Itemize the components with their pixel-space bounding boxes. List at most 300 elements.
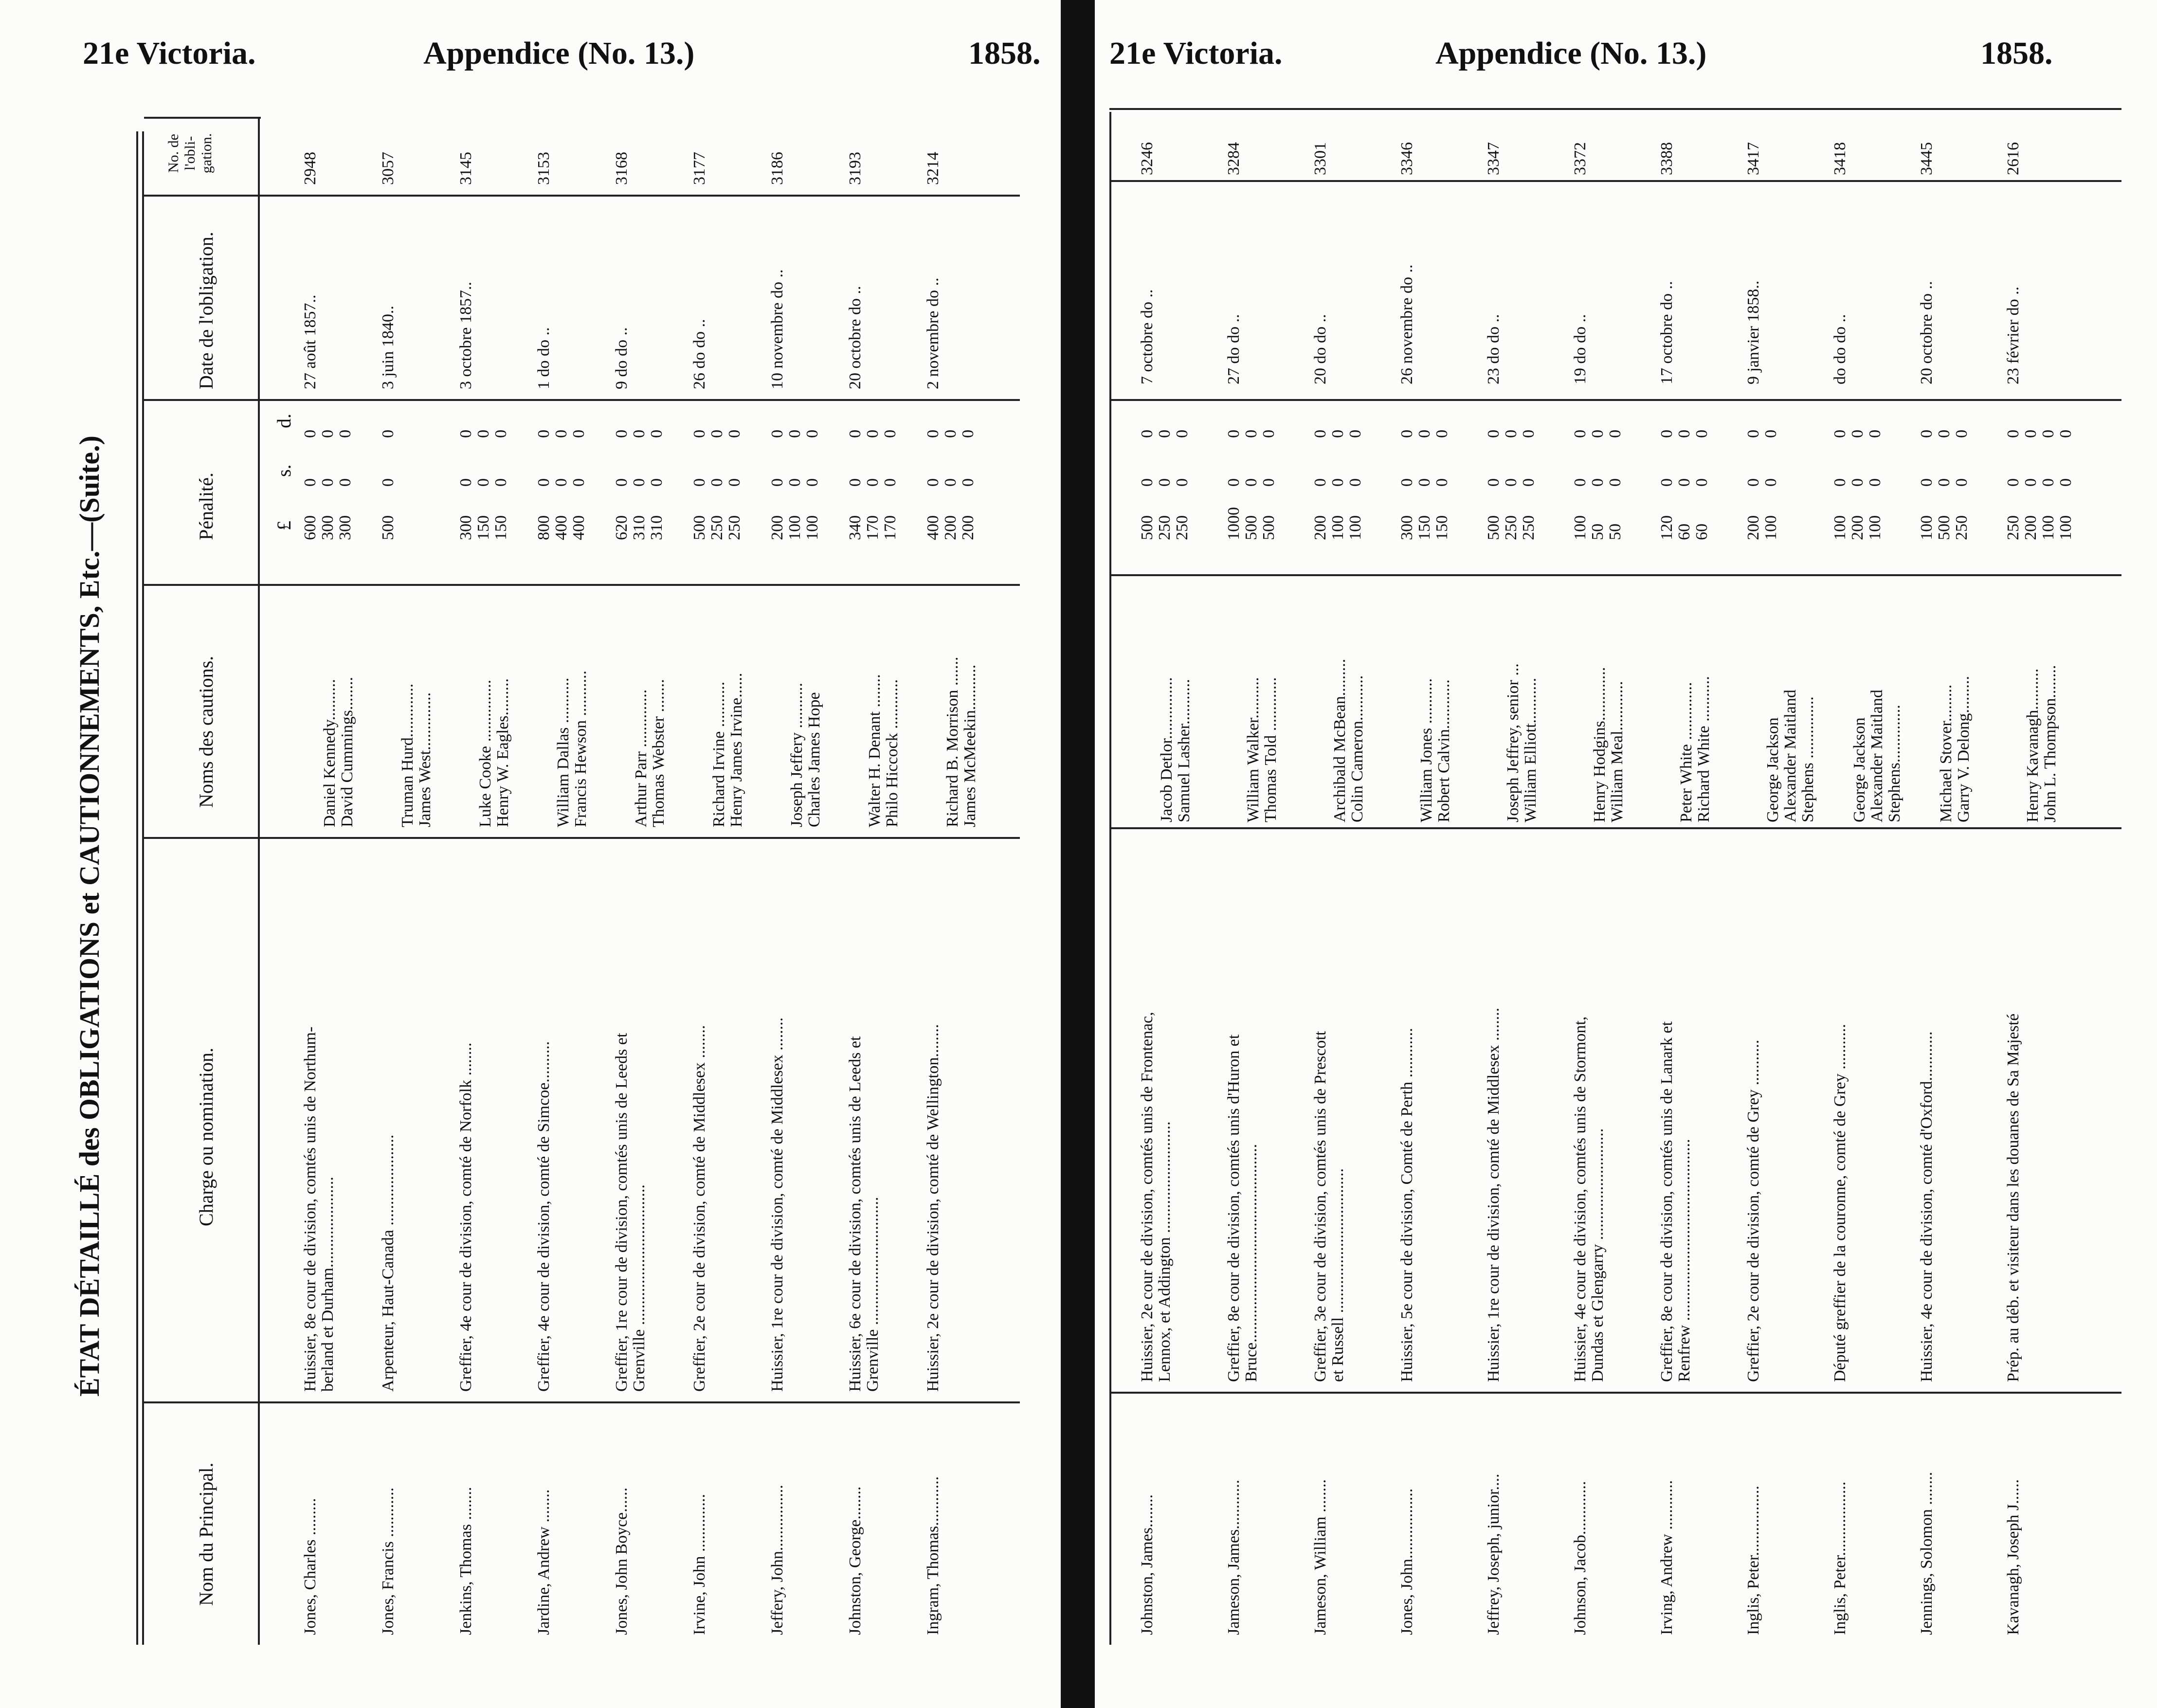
penalty-pounds: 300 — [1398, 515, 1416, 540]
penalty-pounds: 200 — [1849, 515, 1867, 540]
penalty-pence: 0 — [1762, 430, 1780, 438]
penalty-shillings: 0 — [881, 478, 899, 487]
principal-name: Jones, Francis ............ — [379, 1487, 397, 1635]
penalty-pounds: 250 — [1953, 515, 1971, 540]
penalty-pence: 0 — [1606, 430, 1624, 438]
obligation-date: 20 octobre do .. — [846, 286, 864, 389]
charge-line: Grenville ............................... — [864, 1197, 882, 1392]
caution-name: Henry Hodgins............. — [1591, 667, 1609, 822]
header-center: Appendice (No. 13.) — [423, 36, 695, 71]
penalty-pence: 0 — [1658, 430, 1676, 438]
penalty-pence: 0 — [1260, 430, 1278, 438]
penalty-pence: 0 — [1485, 430, 1503, 438]
header-left: 21e Victoria. — [1109, 36, 1283, 71]
principal-name: Johnston, James........ — [1138, 1494, 1156, 1635]
penalty-pence: 0 — [613, 430, 631, 438]
obligation-number: 3372 — [1571, 142, 1589, 175]
penalty-pence: 0 — [1675, 430, 1693, 438]
penalty-pounds: 300 — [457, 515, 475, 540]
penalty-shillings: 0 — [1398, 478, 1416, 487]
penalty-shillings: 0 — [1225, 478, 1243, 487]
penalty-pence: 0 — [1520, 430, 1538, 438]
penalty-pence: 0 — [1866, 430, 1884, 438]
penalty-shillings: 0 — [1329, 478, 1347, 487]
penalty-shillings: 0 — [1831, 478, 1849, 487]
caution-name: Daniel Kennedy.......... — [321, 679, 339, 827]
penalty-shillings: 0 — [1762, 478, 1780, 487]
penalty-shillings: 0 — [1173, 478, 1191, 487]
caution-name: Thomas Webster ........ — [650, 679, 668, 827]
penalty-pence: 0 — [881, 430, 899, 438]
penalty-pence: 0 — [1225, 430, 1243, 438]
penalty-pence: 0 — [1744, 430, 1762, 438]
penalty-pence: 0 — [301, 430, 319, 438]
obligation-date: 3 juin 1840.. — [379, 306, 397, 389]
penalty-pounds: 100 — [1329, 515, 1347, 540]
penalty-pounds: 500 — [1242, 515, 1260, 540]
penalty-pence: 0 — [1849, 430, 1867, 438]
penalty-pence: 0 — [319, 430, 337, 438]
penalty-pounds: 150 — [1433, 515, 1451, 540]
penalty-pounds: 100 — [786, 515, 804, 540]
obligation-date: 10 novembre do .. — [768, 269, 786, 389]
col-divider-charge — [1109, 827, 2121, 829]
colhead-no: No. de l'obli- gation. — [165, 133, 215, 174]
penalty-pence: 0 — [1156, 430, 1174, 438]
caution-name: George Jackson — [1764, 717, 1782, 822]
charge-line: Député greffier de la couronne, comté de Grey ........... — [1831, 1024, 1849, 1382]
obligation-date: 20 octobre do .. — [1918, 281, 1936, 384]
penalty-shillings: 0 — [1744, 478, 1762, 487]
obligation-date: 19 do do .. — [1571, 314, 1589, 384]
penalty-pence: 0 — [2022, 430, 2040, 438]
obligation-number: 3193 — [846, 152, 864, 185]
colhead-shilling: s. — [273, 464, 295, 477]
caution-name: James McMeekin........... — [961, 664, 979, 827]
penalty-pounds: 400 — [552, 515, 570, 540]
caution-name: Joseph Jeffrey, senior ... — [1504, 663, 1522, 822]
penalty-pounds: 310 — [630, 515, 648, 540]
penalty-pence: 0 — [2039, 430, 2057, 438]
charge-line: et Russell ................................... — [1329, 1168, 1347, 1382]
penalty-pounds: 60 — [1675, 524, 1693, 540]
caution-name: David Cummings........ — [338, 677, 356, 827]
obligation-number: 3346 — [1398, 142, 1416, 175]
penalty-pence: 0 — [1953, 430, 1971, 438]
principal-name: Jones, Charles ......... — [301, 1498, 319, 1635]
caution-name: Joseph Jeffery ........... — [788, 683, 806, 827]
penalty-shillings: 0 — [2022, 478, 2040, 487]
penalty-shillings: 0 — [570, 478, 588, 487]
obligation-number: 3145 — [457, 152, 475, 185]
charge-line: Prép. au déb. et visiteur dans les douanes de Sa Majesté — [2004, 1013, 2022, 1382]
penalty-pounds: 200 — [768, 515, 786, 540]
colhead-pound: £ — [273, 521, 295, 530]
principal-name: Inglis, Peter................. — [1744, 1486, 1762, 1635]
penalty-shillings: 0 — [725, 478, 743, 487]
caution-name: Michael Stover......... — [1937, 684, 1955, 822]
caution-name: Charles James Hope — [805, 692, 823, 827]
penalty-pence: 0 — [1571, 430, 1589, 438]
obligation-date: 7 octobre do .. — [1138, 289, 1156, 384]
caution-name: Stephens.............. — [1885, 705, 1903, 822]
obligation-number: 3417 — [1744, 142, 1762, 175]
header-year: 1858. — [1980, 36, 2053, 71]
charge-line: Arpenteur, Haut-Canada ...................... — [379, 1134, 397, 1392]
penalty-pence: 0 — [959, 430, 977, 438]
header-left: 21e Victoria. — [83, 36, 256, 71]
penalty-shillings: 0 — [336, 478, 354, 487]
penalty-pence: 0 — [1693, 430, 1711, 438]
penalty-pounds: 100 — [1346, 515, 1364, 540]
penalty-pence: 0 — [1398, 430, 1416, 438]
obligation-number: 3301 — [1311, 142, 1329, 175]
caution-name: Henry Kavanagh.......... — [2024, 668, 2042, 822]
col-divider-charge — [144, 837, 1020, 839]
caution-name: Richard B. Morrison ....... — [943, 656, 961, 827]
penalty-pence: 0 — [846, 430, 864, 438]
obligation-date: 3 octobre 1857.. — [457, 282, 475, 389]
obligation-date: 26 novembre do .. — [1398, 264, 1416, 384]
penalty-pence: 0 — [1346, 430, 1364, 438]
caution-name: Henry W. Eagles......... — [494, 678, 512, 827]
penalty-pence: 0 — [864, 430, 882, 438]
penalty-shillings: 0 — [2057, 478, 2075, 487]
penalty-shillings: 0 — [319, 478, 337, 487]
caution-name: Peter White .............. — [1677, 682, 1695, 822]
penalty-pounds: 500 — [1485, 515, 1503, 540]
charge-line: Dundas et Glengarry ........................... — [1589, 1128, 1607, 1382]
penalty-shillings: 0 — [1311, 478, 1329, 487]
penalty-shillings: 0 — [1571, 478, 1589, 487]
penalty-pounds: 1000 — [1225, 507, 1243, 540]
penalty-shillings: 0 — [457, 478, 475, 487]
penalty-pence: 0 — [1502, 430, 1520, 438]
penalty-pounds: 250 — [2004, 515, 2022, 540]
penalty-pounds: 100 — [1762, 515, 1780, 540]
penalty-pence: 0 — [690, 430, 708, 438]
penalty-shillings: 0 — [803, 478, 821, 487]
penalty-shillings: 0 — [552, 478, 570, 487]
penalty-pounds: 500 — [379, 515, 397, 540]
penalty-shillings: 0 — [1849, 478, 1867, 487]
penalty-shillings: 0 — [786, 478, 804, 487]
principal-name: Jeffery, John................ — [768, 1485, 786, 1635]
penalty-shillings: 0 — [1953, 478, 1971, 487]
caution-name: Francis Hewson ........... — [572, 670, 590, 827]
penalty-shillings: 0 — [942, 478, 960, 487]
penalty-pence: 0 — [786, 430, 804, 438]
caution-name: Garry V. Delong......... — [1955, 676, 1973, 822]
caution-name: Arthur Parr .............. — [632, 689, 650, 827]
penalty-pounds: 400 — [570, 515, 588, 540]
penalty-pounds: 170 — [881, 515, 899, 540]
obligation-number: 3347 — [1485, 142, 1503, 175]
charge-line: berland et Durham...................... — [319, 1177, 337, 1392]
caution-name: Luke Cooke ............... — [476, 679, 494, 827]
penalty-pence: 0 — [1311, 430, 1329, 438]
penalty-pence: 0 — [942, 430, 960, 438]
caution-name: Colin Cameron........... — [1348, 675, 1366, 822]
charge-line: Greffier, 8e cour de division, comtés unis d'Huron et — [1225, 1034, 1243, 1382]
obligation-date: 27 do do .. — [1225, 314, 1243, 384]
caution-name: William Elliott........... — [1522, 677, 1540, 822]
col-divider-principal — [144, 1401, 1020, 1403]
penalty-pence: 0 — [492, 430, 510, 438]
penalty-pence: 0 — [1138, 430, 1156, 438]
penalty-pence: 0 — [725, 430, 743, 438]
penalty-pence: 0 — [336, 430, 354, 438]
charge-line: Huissier, 8e cour de division, comtés unis de Northum- — [301, 1026, 319, 1392]
caution-name: John L. Thompson........ — [2041, 665, 2059, 822]
penalty-pounds: 100 — [1571, 515, 1589, 540]
charge-line: Huissier, 4e cour de division, comtés unis de Stormont, — [1571, 1016, 1589, 1382]
obligation-date: 26 do do .. — [690, 319, 708, 389]
penalty-shillings: 0 — [2004, 478, 2022, 487]
penalty-pounds: 50 — [1589, 524, 1607, 540]
penalty-shillings: 0 — [1918, 478, 1936, 487]
colhead-principal: Nom du Principal. — [195, 1462, 217, 1606]
penalty-pence: 0 — [768, 430, 786, 438]
penalty-pence: 0 — [552, 430, 570, 438]
penalty-shillings: 0 — [1589, 478, 1607, 487]
col-divider-date — [144, 195, 1020, 197]
penalty-pounds: 600 — [301, 515, 319, 540]
penalty-shillings: 0 — [864, 478, 882, 487]
col-divider-date — [1109, 180, 2121, 182]
penalty-shillings: 0 — [1415, 478, 1433, 487]
penalty-shillings: 0 — [1433, 478, 1451, 487]
penalty-pounds: 250 — [1156, 515, 1174, 540]
table-title: ÉTAT DÉTAILLÉ des OBLIGATIONS et CAUTIONNEMENTS, Etc.—(Suite.) — [73, 436, 105, 1397]
col-divider-penalite — [1109, 399, 2121, 401]
principal-name: Jameson, William ........ — [1311, 1479, 1329, 1635]
charge-line: Greffier, 1re cour de division, comtés unis de Leeds et — [613, 1033, 631, 1392]
charge-line: Greffier, 2e cour de division, comté de Grey ........... — [1744, 1039, 1762, 1382]
penalty-shillings: 0 — [613, 478, 631, 487]
obligation-number: 3284 — [1225, 142, 1243, 175]
obligation-number: 3186 — [768, 152, 786, 185]
obligation-number: 3445 — [1918, 142, 1936, 175]
charge-line: Bruce................................................ — [1242, 1144, 1260, 1382]
penalty-shillings: 0 — [768, 478, 786, 487]
obligation-number: 2616 — [2004, 142, 2022, 175]
header-row-divider — [258, 117, 260, 1645]
penalty-pounds: 250 — [708, 515, 726, 540]
penalty-pounds: 170 — [864, 515, 882, 540]
penalty-pence: 0 — [630, 430, 648, 438]
col-divider-principal — [1109, 1392, 2121, 1394]
caution-name: George Jackson — [1850, 717, 1868, 822]
penalty-pence: 0 — [1242, 430, 1260, 438]
principal-name: Jameson, James............ — [1225, 1479, 1243, 1635]
charge-line: Lennox, et Addington ........................... — [1156, 1121, 1174, 1382]
penalty-pounds: 500 — [1260, 515, 1278, 540]
penalty-pounds: 100 — [803, 515, 821, 540]
penalty-pounds: 200 — [1311, 515, 1329, 540]
principal-name: Irvine, John .............. — [690, 1494, 708, 1635]
col-divider-left — [1109, 112, 1111, 1645]
principal-name: Jones, John Boyce...... — [613, 1487, 631, 1635]
penalty-shillings: 0 — [1675, 478, 1693, 487]
obligation-date: 20 do do .. — [1311, 314, 1329, 384]
table-border-left — [136, 131, 138, 1645]
penalty-pounds: 150 — [1415, 515, 1433, 540]
colhead-penalite: Pénalité. — [195, 472, 217, 540]
principal-name: Johnson, Jacob............. — [1571, 1481, 1589, 1635]
binding-gutter — [1061, 0, 1095, 1708]
obligation-date: do do do .. — [1831, 314, 1849, 384]
charge-line: Greffier, 4e cour de division, comté de Norfolk ........ — [457, 1042, 475, 1392]
obligation-date: 9 do do .. — [613, 327, 631, 389]
obligation-date: 9 janvier 1858.. — [1744, 280, 1762, 384]
penalty-shillings: 0 — [1520, 478, 1538, 487]
penalty-pounds: 300 — [336, 515, 354, 540]
obligation-date: 27 août 1857.. — [301, 294, 319, 389]
penalty-pounds: 800 — [535, 515, 553, 540]
penalty-pence: 0 — [1415, 430, 1433, 438]
obligation-number: 3246 — [1138, 142, 1156, 175]
penalty-shillings: 0 — [474, 478, 492, 487]
principal-name: Kavanagh, Joseph J...... — [2004, 1479, 2022, 1635]
penalty-pence: 0 — [570, 430, 588, 438]
charge-line: Greffier, 2e cour de division, comté de Middlesex ........ — [690, 1025, 708, 1392]
penalty-shillings: 0 — [1693, 478, 1711, 487]
penalty-shillings: 0 — [690, 478, 708, 487]
penalty-shillings: 0 — [924, 478, 942, 487]
penalty-pence: 0 — [2004, 430, 2022, 438]
right-page — [1095, 0, 2157, 1708]
penalty-shillings: 0 — [708, 478, 726, 487]
charge-line: Huissier, 4e cour de division, comté d'Oxford............ — [1918, 1031, 1936, 1382]
principal-name: Jennings, Solomon ........ — [1918, 1472, 1936, 1635]
table-border-left-inner — [142, 131, 144, 1645]
caution-name: Walter H. Denant ........ — [866, 674, 884, 827]
penalty-pounds: 250 — [1502, 515, 1520, 540]
caution-name: Archibald McBean......... — [1331, 658, 1349, 822]
obligation-date: 17 octobre do .. — [1658, 281, 1676, 384]
penalty-pence: 0 — [379, 430, 397, 438]
charge-line: Huissier, 1re cour de division, comté de Middlesex ........ — [768, 1017, 786, 1392]
penalty-pence: 0 — [474, 430, 492, 438]
col-divider-cautions — [144, 584, 1020, 586]
penalty-pounds: 100 — [2057, 515, 2075, 540]
penalty-pence: 0 — [1589, 430, 1607, 438]
charge-line: Huissier, 1re cour de division, comté de Middlesex ........ — [1485, 1007, 1503, 1382]
penalty-pence: 0 — [1935, 430, 1953, 438]
penalty-shillings: 0 — [630, 478, 648, 487]
caution-name: Stephens ............... — [1799, 696, 1817, 822]
penalty-pence: 0 — [1173, 430, 1191, 438]
penalty-pounds: 200 — [942, 515, 960, 540]
colhead-pence: d. — [273, 414, 295, 428]
penalty-pounds: 200 — [1744, 515, 1762, 540]
caution-name: Alexander Maitland — [1781, 690, 1799, 822]
caution-name: Richard Irvine ........... — [710, 681, 728, 827]
penalty-shillings: 0 — [846, 478, 864, 487]
penalty-pounds: 310 — [648, 515, 666, 540]
penalty-shillings: 0 — [1138, 478, 1156, 487]
charge-line: Greffier, 8e cour de division, comtés unis de Lanark et — [1658, 1021, 1676, 1382]
principal-name: Jardine, Andrew ........ — [535, 1489, 553, 1635]
penalty-pounds: 150 — [474, 515, 492, 540]
penalty-shillings: 0 — [1156, 478, 1174, 487]
penalty-pounds: 50 — [1606, 524, 1624, 540]
penalty-shillings: 0 — [301, 478, 319, 487]
penalty-pounds: 500 — [1138, 515, 1156, 540]
penalty-pence: 0 — [1831, 430, 1849, 438]
caution-name: Robert Calvin............ — [1435, 679, 1453, 822]
caution-name: Thomas Told ............. — [1262, 677, 1280, 822]
header-year: 1858. — [968, 36, 1041, 71]
penalty-shillings: 0 — [379, 478, 397, 487]
charge-line: Renfrew ............................................ — [1675, 1139, 1693, 1382]
penalty-pence: 0 — [803, 430, 821, 438]
col-divider-penalite — [144, 399, 1020, 401]
obligation-number: 2948 — [301, 152, 319, 185]
penalty-shillings: 0 — [2039, 478, 2057, 487]
caution-name: James West.............. — [416, 692, 434, 827]
penalty-shillings: 0 — [1242, 478, 1260, 487]
principal-name: Inglis, Peter.................. — [1831, 1481, 1849, 1635]
obligation-date: 23 février do .. — [2004, 286, 2022, 384]
penalty-pounds: 340 — [846, 515, 864, 540]
caution-name: William Walker.......... — [1244, 677, 1262, 822]
penalty-pounds: 60 — [1693, 524, 1711, 540]
obligation-number: 3214 — [924, 152, 942, 185]
penalty-pounds: 300 — [319, 515, 337, 540]
penalty-shillings: 0 — [1935, 478, 1953, 487]
penalty-pounds: 100 — [1918, 515, 1936, 540]
penalty-pounds: 100 — [2039, 515, 2057, 540]
charge-line: Greffier, 3e cour de division, comtés unis de Prescott — [1311, 1031, 1329, 1382]
penalty-pounds: 400 — [924, 515, 942, 540]
penalty-shillings: 0 — [492, 478, 510, 487]
penalty-shillings: 0 — [1606, 478, 1624, 487]
caution-name: Henry James Irvine...... — [727, 672, 745, 827]
penalty-pence: 0 — [1329, 430, 1347, 438]
penalty-pounds: 200 — [959, 515, 977, 540]
penalty-shillings: 0 — [1658, 478, 1676, 487]
caution-name: Jacob Detlor............... — [1158, 677, 1176, 822]
penalty-pence: 0 — [924, 430, 942, 438]
penalty-pounds: 120 — [1658, 515, 1676, 540]
obligation-number: 3388 — [1658, 142, 1676, 175]
caution-name: William Meal............ — [1608, 681, 1626, 822]
penalty-pence: 0 — [457, 430, 475, 438]
penalty-shillings: 0 — [959, 478, 977, 487]
principal-name: Jeffrey, Joseph, junior.... — [1485, 1473, 1503, 1635]
colhead-date: Date de l'obligation. — [195, 232, 217, 389]
col-divider-cautions — [1109, 574, 2121, 576]
obligation-date: 2 novembre do .. — [924, 277, 942, 389]
principal-name: Irving, Andrew ............ — [1658, 1480, 1676, 1635]
obligation-number: 3153 — [535, 152, 553, 185]
charge-line: Huissier, 5e cour de division, Comté de Perth ............ — [1398, 1028, 1416, 1382]
penalty-shillings: 0 — [1866, 478, 1884, 487]
obligation-date: 23 do do .. — [1485, 314, 1503, 384]
penalty-pence: 0 — [1918, 430, 1936, 438]
penalty-shillings: 0 — [1502, 478, 1520, 487]
obligation-number: 3177 — [690, 152, 708, 185]
charge-line: Huissier, 6e cour de division, comtés unis de Leeds et — [846, 1036, 864, 1392]
charge-line: Huissier, 2e cour de division, comtés unis de Frontenac, — [1138, 1012, 1156, 1382]
colhead-charge: Charge ou nomination. — [195, 1048, 217, 1226]
obligation-number: 3418 — [1831, 142, 1849, 175]
penalty-pence: 0 — [1433, 430, 1451, 438]
principal-name: Jones, John................. — [1398, 1488, 1416, 1635]
header-center: Appendice (No. 13.) — [1435, 36, 1707, 71]
